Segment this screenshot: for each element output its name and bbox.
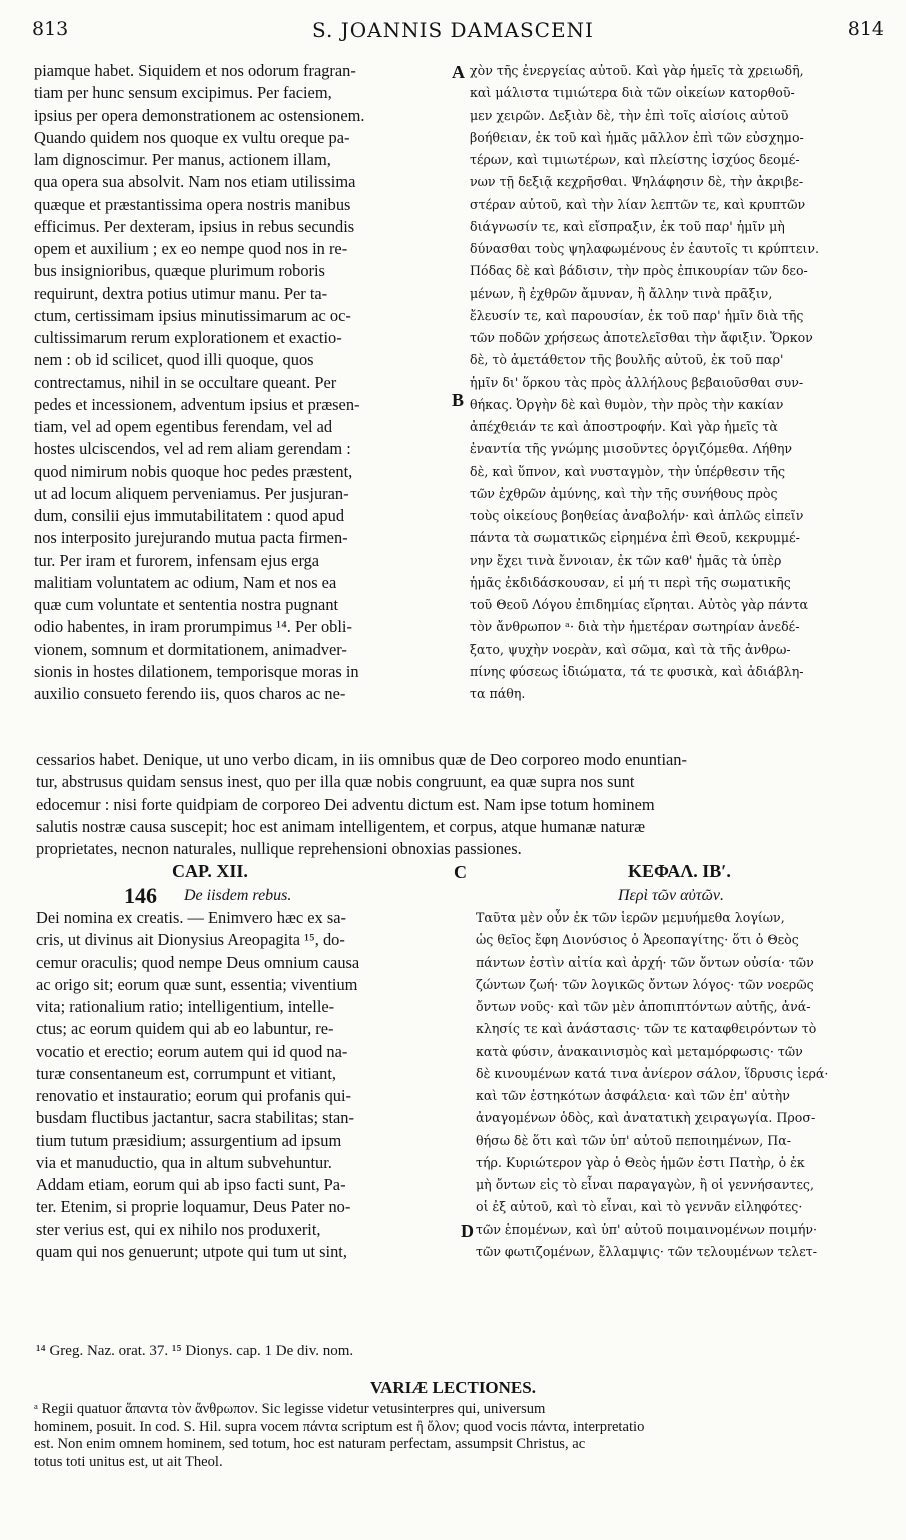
latin-text-line: Dei nomina ex creatis. — Enimvero hæc ex sa- [36,908,346,927]
greek-text-line: ἡμῖν δι' ὅρκου τὰς πρὸς ἀλλήλους βεβαιοῦσθαι συν- [470,374,804,390]
latin-text-line: salutis nostræ causa suscepit; hoc est animam intelligentem, et corpus, atque humanæ naturæ [36,816,646,836]
latin-text-line: quam qui nos genuerunt; utpote qui tum ut sint, [36,1241,347,1261]
greek-text-line: δὲ, καὶ ὕπνον, καὶ νυσταγμὸν, τὴν ὑπέρθεσιν τῆς [470,463,786,479]
greek-text-line: καὶ τῶν ἑστηκότων ἀσφάλεια· καὶ τῶν ἐπ' αὐτὴν [476,1088,790,1103]
chapter-heading-latin: CAP. XII. [172,861,248,881]
chapter-subtitle-latin: De iisdem rebus. [184,887,292,904]
greek-text-line: πάντα τὰ σωματικῶς εἰρημένα ἐπὶ Θεοῦ, κεκρυμμέ- [470,530,800,546]
chapter-subtitle-greek: Περὶ τῶν αὐτῶν. [618,887,724,904]
greek-text-line: δὲ κινουμένων κατά τινα ἀνίερον σάλον, ἵδρυσις ἱερά· [476,1065,829,1081]
footnotes: ¹⁴ Greg. Naz. orat. 37. ¹⁵ Dionys. cap. 1 De div. nom. [36,1343,354,1359]
variae-lectiones-heading: VARIÆ LECTIONES. [370,1378,536,1397]
latin-text-line: Quando quidem nos quoque ex vultu oreque pa- [34,127,350,147]
greek-text-line: ἡμᾶς ἐκδιδάσκουσαν, εἰ μή τι περὶ τῆς σωματικῆς [470,574,791,590]
greek-text-line: θήσω δὲ ὅτι καὶ τῶν ὑπ' αὐτοῦ πεποιημένων, Πα- [476,1132,791,1148]
greek-text-line: κατὰ φύσιν, ἀνακαινισμὸς καὶ μεταμόρφωσις· τῶν [476,1043,803,1059]
margin-marker-c: C [454,862,467,882]
greek-text-line: τῶν ἐχθρῶν ἀμύνης, καὶ τὴν τῆς συνήθους πρὸς [470,485,778,501]
latin-text-line: nem : ob id scilicet, quod illi quoque, quos [34,350,314,370]
greek-text-line: ἀπέχθειάν τε καὶ ἀποστροφήν. Καὶ γὰρ ἡμεῖς τὰ [470,419,778,434]
latin-text-line: turæ consentaneum est, corrumpunt et vitiant, [36,1063,336,1083]
greek-text-line: ὄντων νοῦς· καὶ τῶν μὲν ἀποπιπτόντων αὐτῆς, ἀνά- [476,999,811,1014]
greek-text-line: βοήθειαν, ἐκ τοῦ καὶ ἡμᾶς μᾶλλον ἐπὶ τῶν εὐσχημο- [470,129,804,145]
latin-text-line: ctus; ac eorum quidem qui ab eo labuntur, re- [36,1019,334,1039]
greek-text-line: τήρ. Κυριώτερον γὰρ ὁ Θεὸς ἡμῶν ἐστι Πατὴρ, ὁ ἐκ [476,1154,805,1170]
latin-column-top [34,60,450,705]
latin-text-line: ter. Etenim, si proprie loquamur, Deus Pater no- [36,1197,351,1217]
latin-text-line: requirunt, dextra potius utimur manu. Per ta- [34,283,328,303]
latin-text-line: proprietates, necnon naturales, nullique reprehensioni obnoxias passiones. [36,839,522,859]
greek-text-line: θήκας. Ὀργὴν δὲ καὶ θυμὸν, τὴν πρὸς τὴν κακίαν [470,396,784,412]
page-number-right: 814 [847,18,884,40]
latin-text-line: sionis in hostes dilationem, temporisque moras in [34,661,359,681]
latin-text-line: ctum, certissimam ipsius minutissimarum ac oc- [34,305,351,325]
greek-text-line: τοὺς οἰκείους βοηθείας ἀναβολήν· καὶ ἁπλῶς εἰπεῖν [470,508,804,523]
greek-text-line: χὸν τῆς ἐνεργείας αὐτοῦ. Καὶ γὰρ ἡμεῖς τὰ χρειωδῆ, [470,63,804,78]
variae-line: ᵃ Regii quatuor ἅπαντα τὸν ἄνθρωπον. Sic legisse videtur vetusinterpres qui, universum [34,1401,546,1417]
latin-text-line: edocemur : nisi forte quidpiam de corporeo Dei adventu dictum est. Nam ipse totum hominem [36,794,655,814]
latin-column-bottom [36,907,450,1263]
latin-text-line: auxilio consueto ferendo iis, quos charos ac ne- [34,684,346,703]
latin-text-line: ac origo sit; eorum quæ sunt, essentia; viventium [36,974,358,994]
latin-text-line: malitiam voluntatem ac odium, Nam et nos ea [34,572,337,592]
latin-text-line: Addam etiam, eorum qui ab ipso facti sunt, Pa- [36,1175,346,1194]
running-title: S. JOANNIS DAMASCENI [312,18,594,42]
greek-text-line: νων τῇ δεξιᾷ κεχρῆσθαι. Ψηλάφησιν δὲ, τὴν ἀκριβε- [470,174,804,190]
latin-text-line: tiam per hunc sensum excipimus. Per faciem, [34,83,332,103]
greek-text-line: δὲ, τὸ ἀμετάθετον τῆς βουλῆς αὐτοῦ, ἐκ τοῦ παρ' [470,352,784,368]
page-number-left: 813 [32,18,69,40]
latin-text-line: ster verius est, qui ex nihilo nos produxerit, [36,1219,321,1239]
variae-lectiones-text [34,1401,892,1471]
latin-text-line: tur. Per iram et furorem, infensam ejus erga [34,550,320,570]
latin-text-line: vionem, somnum et dormitationem, animadver- [34,639,347,659]
greek-text-line: καὶ μάλιστα τιμιώτερα διὰ τῶν οἰκείων κατορθοῦ- [470,85,795,101]
greek-column-top [470,60,882,705]
greek-text-line: τέρων, καὶ τιμιωτέρων, καὶ πλείστης ἰσχύος δεομέ- [470,152,800,167]
column-number: 146 [124,883,157,908]
greek-text-line: Ταῦτα μὲν οὖν ἐκ τῶν ἱερῶν μεμυήμεθα λογίων, [476,910,785,925]
latin-text-line: nos interposito jurejurando mutua pacta firmen- [34,528,348,548]
greek-text-line: τὸν ἄνθρωπον ᵃ· διὰ τὴν ἡμετέραν σωτηρίαν ἀνεδέ- [470,619,800,635]
greek-text-line: τοῦ Θεοῦ Λόγου ἐπιδημίας εἴρηται. Αὐτὸς γὰρ πάντα [470,597,809,612]
greek-text-line: οἱ ἐξ αὐτοῦ, καὶ τὸ εἶναι, καὶ τὸ γεννᾶν εἰληφότες· [476,1199,803,1215]
margin-marker-a: A [452,62,465,82]
latin-text-line: pedes et incessionem, adventum ipsius et præsen- [34,394,360,414]
latin-text-line: ut ad locum aliquem perveniamus. Per jusjuran- [34,483,349,503]
latin-text-line: dum, consilii ejus immutabilitatem : quod apud [34,506,345,525]
latin-text-line: bus insignioribus, quæque plurimum roboris [34,261,325,281]
latin-text-line: vocatio et erectio; eorum autem qui id quod na- [36,1041,348,1061]
latin-text-line: vita; rationalium ratio; intelligentium, intelle- [36,997,335,1016]
greek-text-line: μὴ ὄντων εἰς τὸ εἶναι παραγαγὼν, ἢ οἱ γεννήσαντες, [476,1177,814,1192]
greek-text-line: πίνης φύσεως ἰδιώματα, τά τε φυσικὰ, καὶ ἀδιάβλη- [470,663,804,679]
variae-line: hominem, posuit. In cod. S. Hil. supra vocem πάντα scriptum est ἢ ὅλον; quod vocis πάντα, interpretatio [34,1418,645,1435]
greek-text-line: ξατο, ψυχὴν νοερὰν, καὶ σῶμα, καὶ τὰ τῆς ἀνθρω- [470,641,791,657]
page-header [0,18,906,44]
latin-text-line: ipsius per opera demonstrationem ac ostensionem. [34,105,365,125]
greek-text-line: ὡς θεῖος ἔφη Διονύσιος ὁ Ἀρεοπαγίτης· ὅτι ὁ Θεὸς [476,932,799,948]
latin-text-line: contrectamus, nihil in se occultare queant. Per [34,372,337,392]
latin-text-line: opem et auxilium ; ex eo nempe quod nos in re- [34,239,348,258]
greek-text-line: στέραν αὐτοῦ, καὶ τὴν λίαν λεπτῶν τε, καὶ κρυπτῶν [470,196,806,212]
latin-text-line: quæ cum voluntate et sententia nostra pugnant [34,595,339,614]
greek-text-line: πάντων ἐστὶν αἰτία καὶ ἀρχή· τῶν ὄντων οὐσία· τῶν [476,954,814,970]
latin-text-line: busdam fluctibus jactantur, sacra stabilitas; stan- [36,1108,354,1128]
greek-text-line: ἔλευσίν τε, καὶ παρουσίαν, ἐκ τοῦ παρ' ἡμῖν διὰ τῆς [470,307,804,323]
greek-text-line: τῶν ποδῶν χρήσεως ἀποτελεῖσθαι τὴν ἄφιξιν. Ὅρκον [470,330,813,345]
latin-text-line: cessarios habet. Denique, ut uno verbo dicam, in iis omnibus quæ de Deo corporeo modo enuntian- [36,750,687,769]
latin-full-width-text [36,749,886,860]
latin-text-line: tium tutum præsidium; assurgentium ad ipsum [36,1130,342,1150]
latin-text-line: piamque habet. Siquidem et nos odorum fragran- [34,61,356,80]
greek-text-line: νην ἔχει τινὰ ἔννοιαν, ἐκ τῶν καθ' ἡμᾶς τὰ ὑπὲρ [470,552,782,568]
greek-text-line: ἐναντία τῆς γνώμης μισοῦντες ὀργιζόμεθα. Λήθην [470,441,793,457]
latin-text-line: hostes ulciscendos, vel ad rem aliam gerendam : [34,439,351,459]
latin-text-line: odio habentes, in iram prorumpimus ¹⁴. Per obli- [34,617,352,637]
greek-text-line: ζώντων ζωή· τῶν λογικῶς ὄντων λόγος· τῶν νοερῶς [476,976,814,992]
greek-column-bottom [476,907,886,1263]
chapter-heading-greek: ΚΕΦΑΛ. ΙΒʹ. [628,861,731,881]
greek-text-line: μένων, ἢ ἐχθρῶν ἄμυναν, ἢ ἄλλην τινὰ πρᾶξιν, [470,285,773,301]
latin-text-line: cemur oraculis; quod nempe Deus omnium causa [36,952,360,972]
latin-text-line: tur, abstrusus quidam sensus inest, quo per illa quæ nobis congruunt, ea quæ supra nos sunt [36,772,635,792]
latin-text-line: quæque et præstantissima opera nostris manibus [34,194,351,214]
latin-text-line: cultissimarum rerum explorationem et exactio- [34,328,342,347]
greek-text-line: τῶν φωτιζομένων, ἔλλαμψις· τῶν τελουμένων τελετ- [476,1243,817,1259]
latin-text-line: lam dignoscimur. Per manus, actionem illam, [34,150,331,169]
latin-text-line: cris, ut divinus ait Dionysius Areopagita ¹⁵, do- [36,930,345,950]
margin-marker-d: D [461,1221,474,1241]
greek-text-line: ἀναγομένων ὁδὸς, καὶ ἀνατατικὴ χειραγωγία. Προσ- [476,1110,816,1126]
greek-text-line: Πόδας δὲ καὶ βάδισιν, τὴν πρὸς ἐπικουρίαν τῶν δεο- [470,263,808,279]
greek-text-line: διάγνωσίν τε, καὶ εἴσπραξιν, ἐκ τοῦ παρ' ἡμῖν μὴ [470,218,785,234]
greek-text-line: μεν χειρῶν. Δεξιὰν δὲ, τὴν ἐπὶ τοῖς αἰσίοις αὐτοῦ [470,107,789,123]
greek-text-line: δύνασθαι τοὺς ψηλαφωμένους ἐν ἑαυτοῖς τι κρύπτειν. [470,241,820,256]
latin-text-line: tiam, vel ad opem egentibus ferendam, vel ad [34,417,333,436]
latin-text-line: quod nimirum nobis quoque hoc pedes præstent, [34,461,353,481]
variae-line: est. Non enim omnem hominem, sed totum, hoc est naturam perfectam, assumpsit Christus, ac [34,1436,586,1452]
latin-text-line: via et manuductio, qua in altum subvehuntur. [36,1152,332,1172]
greek-text-line: τῶν ἑπομένων, καὶ ὑπ' αὐτοῦ ποιμαινομένων ποιμήν· [476,1221,818,1237]
margin-marker-b: B [452,390,465,410]
variae-line: totus toti unitus est, ut ait Theol. [34,1453,223,1470]
latin-text-line: renovatio et instauratio; eorum qui profanis qui- [36,1086,351,1105]
greek-text-line: κλησίς τε καὶ ἀνάστασις· τῶν τε καταφθειρόντων τὸ [476,1021,817,1037]
greek-text-line: τα πάθη. [470,686,526,701]
latin-text-line: efficimus. Per dexteram, ipsius in rebus secundis [34,216,355,236]
latin-text-line: qua opera sua absolvit. Nam nos etiam utilissima [34,172,356,192]
